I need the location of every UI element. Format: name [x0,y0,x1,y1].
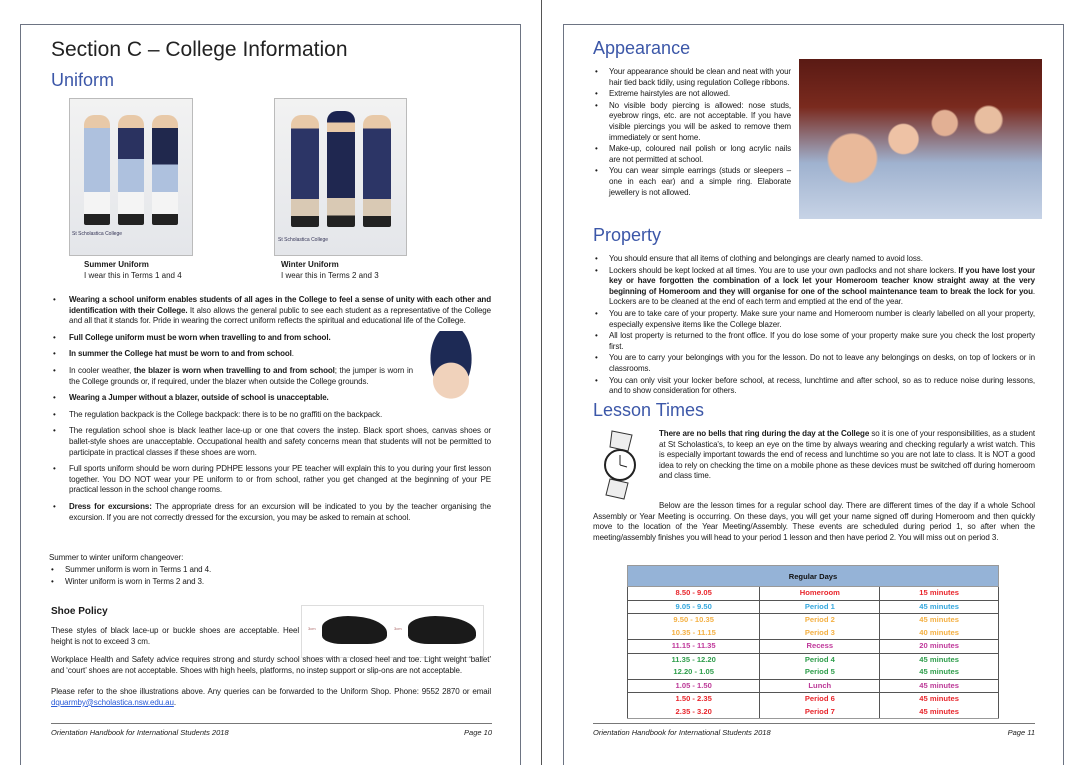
session-cell: Period 4 [760,653,880,666]
bold-text: the blazer is worn when travelling to and from school [133,365,335,375]
shoe-height-label-2: 3cm [394,626,402,631]
winter-caption-text: I wear this in Terms 2 and 3 [281,271,379,280]
table-row [628,614,999,627]
duration-cell: 45 minutes [880,600,999,614]
list-item [593,353,1035,374]
shoe-illustration [301,605,484,658]
list-item [49,426,491,458]
text: Winter uniform is worn in Terms 2 and 3. [65,576,205,586]
shoe-paragraph-3-text: Please refer to the shoe illustrations above. Any queries can be forwarded to the Uniform Shop. Phone: 9552 2870 or email [51,687,491,696]
uniform-heading: Uniform [51,70,115,90]
list-item [593,309,1035,330]
page-number: Page 11 [1007,728,1035,737]
table-row [628,666,999,679]
footer-divider [51,723,492,724]
duration-cell: 20 minutes [880,640,999,654]
list-item [49,410,491,421]
table-row [628,706,999,719]
property-heading: Property [593,225,662,245]
shoe-paragraph-1: These styles of black lace-up or buckle shoes are acceptable. Heel height is not to exceed 3 cm. [51,626,299,646]
session-cell: Period 5 [760,666,880,679]
table-header: Regular Days [628,566,999,587]
text: ; the jumper is worn in the College grounds or, if required, under the blazer when outside the College grounds. [69,365,413,386]
session-cell: Period 3 [760,627,880,640]
page-10 [20,24,521,765]
list-item [49,577,349,588]
text: You can wear simple earrings (studs or sleepers – one in each ear) and a simple ring. Elaborate jewellery is not allowed. [609,166,791,197]
session-cell: Period 2 [760,614,880,627]
text: You are to carry your belongings with you for the lesson. Do not to leave any belongings on desks, on top of lockers or in classrooms. [609,353,1035,373]
time-cell: 12.20 - 1.05 [628,666,760,679]
time-cell: 11.15 - 11.35 [628,640,760,654]
session-cell: Homeroom [760,587,880,601]
text: . [291,349,294,359]
list-item [593,166,791,198]
appearance-list [593,67,791,199]
summer-caption-text: I wear this in Terms 1 and 4 [84,271,182,280]
text: The regulation school shoe is black leather lace-up or one that covers the instep. Black sport shoes, canvas shoes or ballet-style shoes are unacceptable. Occupational health and safety concerns mean that students will not be permitted to participate in practical classes if these shoes are worn. [69,426,491,457]
lesson-paragraph-2: Below are the lesson times for a regular school day. There are different times of the day if a whole School Assembly or Year Meeting is occurring. On these days, you will get your name signed off during Homeroom and then quickly move to the location of the Year Meeting/Assembly. These events are scheduled during period 1, so after when the meeting/assembly finishes you will head to your period 1 lesson and then have period 2. You will miss out on period 3. [593,501,1035,542]
table-row [628,600,999,614]
text: You should ensure that all items of clothing and belongings are clearly named to avoid loss. [609,254,923,263]
session-cell: Lunch [760,679,880,693]
college-hat-image [419,331,483,411]
text: No visible body piercing is allowed: nose studs, eyebrow rings, etc. are not acceptable. If you have visible piercings you will be asked to remove them immediately or sent home. [609,100,791,142]
list-item [49,464,491,496]
bold-text: In summer the College hat must be worn to and from school [69,349,292,359]
session-cell: Recess [760,640,880,654]
duration-cell: 45 minutes [880,679,999,693]
table-row [628,679,999,693]
wristwatch-icon [598,429,650,501]
text: . Lockers are to be cleaned at the end of each term and emptied at the end of the year. [609,286,1035,307]
shoe-paragraph-2 [51,655,491,676]
list-item [593,254,1035,265]
text: The regulation backpack is the College backpack: there is to be no graffiti on the backpack. [69,409,383,419]
appearance-heading: Appearance [593,38,691,58]
footer-title: Orientation Handbook for International Students 2018 [51,728,229,737]
list-item [49,502,491,523]
time-cell: 1.50 - 2.35 [628,693,760,706]
bold-text: If you have lost your key or have forgotten the combination of a lock let your Homeroom teacher know straight away at the very beginning of Homeroom and they will organise for one of the school maintenance team to break the lock for you [609,265,1035,296]
table-row [628,627,999,640]
table-row [628,653,999,666]
time-cell: 9.50 - 10.35 [628,614,760,627]
table-row [628,587,999,601]
changeover-list [49,565,349,588]
time-cell: 2.35 - 3.20 [628,706,760,719]
time-cell: 9.05 - 9.50 [628,600,760,614]
text: Summer uniform is worn in Terms 1 and 4. [65,565,212,574]
text: Make-up, coloured nail polish or long acrylic nails are not permitted at school. [609,144,791,164]
time-cell: 11.35 - 12.20 [628,653,760,666]
page-11 [563,24,1064,765]
lesson-paragraph-1-text: so it is one of your responsibilities, as a student at St Scholastica's, to keep an eye on the time by always wearing and checking regularly a wrist watch. This is especially important towards the end of recess and lunchtime so you are not late to class. It is NOT a good idea to rely on checking the time on a mobile phone as these devices must be switched off during homeroom and class time. [659,429,1035,481]
winter-caption [281,259,379,281]
text: Extreme hairstyles are not allowed. [609,89,731,99]
section-title: Section C – College Information [51,38,348,61]
text: It also allows the general public to see each student as a representative of the College and all that it stands for. Pride in wearing the correct uniform reflects the spiritual and educational life of the College. [69,305,492,326]
summer-logo-text: St Scholastica College [72,231,123,237]
session-cell: Period 1 [760,600,880,614]
session-cell: Period 7 [760,706,880,719]
table-row [628,640,999,654]
duration-cell: 40 minutes [880,627,999,640]
property-list [593,254,1035,398]
shoe-paragraph-3 [51,687,491,708]
students-photo [799,59,1042,219]
duration-cell: 45 minutes [880,693,999,706]
duration-cell: 15 minutes [880,587,999,601]
shoe-paragraph-3-end: . [173,697,176,707]
duration-cell: 45 minutes [880,614,999,627]
text: The appropriate dress for an excursion will be indicated to you by the teacher organising the excursion. If you are not correctly dressed for the excursion, you may be asked to remain at school. [69,501,491,522]
text: In cooler weather, [69,365,134,375]
lesson-times-table [627,565,999,719]
bold-text: Dress for excursions: [69,501,152,511]
list-item [49,295,491,327]
shoe-paragraph-2-text: Workplace Health and Safety advice requires strong and sturdy school shoes with a closed heel and toe. Light weight ‘ballet’ and ‘court’ shoes are not acceptable. Shoes with high heels, platforms, no instep support or slip-ons are not acceptable. [51,655,491,675]
changeover-intro: Summer to winter uniform changeover: [49,553,184,562]
duration-cell: 45 minutes [880,706,999,719]
uniform-shop-email-link[interactable]: dquarmby@scholastica.nsw.edu.au [51,697,174,707]
shoe-policy-heading: Shoe Policy [51,606,108,617]
duration-cell: 45 minutes [880,653,999,666]
page-number: Page 10 [464,728,492,737]
list-item [593,331,1035,352]
list-item [593,89,791,100]
list-item [593,101,791,143]
lesson-times-heading: Lesson Times [593,400,705,420]
text: You are to take care of your property. Make sure your name and Homeroom number is clearly labelled on all your property, especially expensive items like the College blazer. [609,308,1035,329]
bold-text: Wearing a school uniform enables students of all ages in the College to feel a sense of unity with each other and identification with their College. [69,295,491,315]
lesson-paragraph-1 [659,429,1035,482]
footer-title: Orientation Handbook for International Students 2018 [593,728,771,737]
list-item [593,376,1035,397]
winter-caption-title: Winter Uniform [281,260,339,269]
bold-text: Wearing a Jumper without a blazer, outside of school is unacceptable. [69,393,329,403]
time-cell: 1.05 - 1.50 [628,679,760,693]
bold-text: Full College uniform must be worn when travelling to and from school. [69,332,331,342]
time-cell: 8.50 - 9.05 [628,587,760,601]
duration-cell: 45 minutes [880,666,999,679]
text: You can only visit your locker before school, at recess, lunchtime and after school, so as to reduce noise during lessons, and to show consideration for others. [609,375,1035,396]
time-cell: 10.35 - 11.15 [628,627,760,640]
winter-logo-text: St Scholastica College [278,237,329,243]
summer-caption [84,259,182,281]
text: Lockers should be kept locked at all times. You are to use your own padlocks and not share lockers. [609,265,959,275]
shoe-height-label-1: 3cm [308,626,316,631]
session-cell: Period 6 [760,693,880,706]
text: All lost property is returned to the front office. If you do lose some of your property make sure you check the lost property first. [609,331,1035,351]
lesson-paragraph-1-bold: There are no bells that ring during the day at the College [659,429,870,438]
summer-uniform-image [69,98,193,256]
list-item [593,67,791,88]
list-item [593,266,1035,308]
table-row [628,693,999,706]
list-item [49,565,349,576]
winter-uniform-image [274,98,407,256]
page-spine [541,0,542,765]
list-item [593,144,791,165]
footer-divider [593,723,1035,724]
lesson-times-table-wrap [627,565,999,719]
text: Your appearance should be clean and neat with your hair tied back tidily, using regulation College ribbons. [609,67,791,87]
text: Full sports uniform should be worn during PDHPE lessons your PE teacher will explain this to you during your first lesson together. You DO NOT wear your PE uniform to or from school, rather you get changed at the beginning of your PE practical lesson in the school change rooms. [69,464,491,495]
summer-caption-title: Summer Uniform [84,260,149,269]
